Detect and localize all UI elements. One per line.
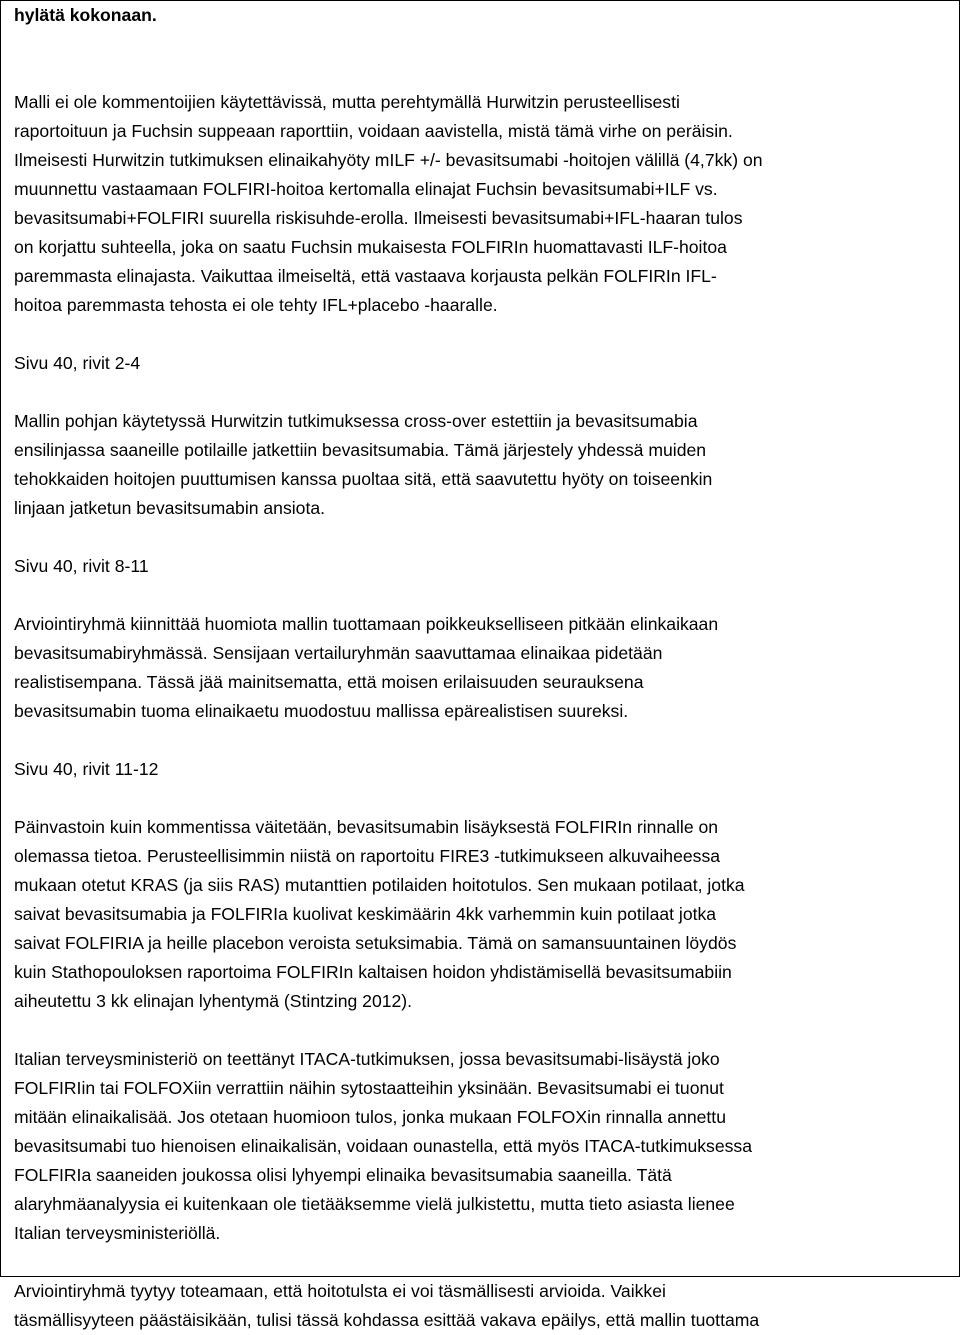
text-line: hoitoa paremmasta tehosta ei ole tehty IFL+placebo -haaralle. bbox=[14, 295, 498, 315]
section-heading-1: Sivu 40, rivit 2-4 bbox=[14, 353, 141, 373]
text-line: saivat bevasitsumabia ja FOLFIRIa kuolivat keskimäärin 4kk varhemmin kuin potilaat jotka bbox=[14, 904, 717, 924]
paragraph-hurwitz-model bbox=[14, 88, 946, 320]
spacer bbox=[14, 581, 946, 610]
text-line: alaryhmäanalyysia ei kuitenkaan ole tietääksemme vielä julkistettu, mutta tieto asiasta lienee bbox=[14, 1194, 735, 1214]
text-line: tehokkaiden hoitojen puuttumisen kanssa puoltaa sitä, että saavutettu hyöty on toiseenkin bbox=[14, 469, 713, 489]
text-line: Malli ei ole kommentoijien käytettävissä, mutta perehtymällä Hurwitzin perusteellisesti bbox=[14, 92, 680, 112]
text-line: täsmällisyyteen päästäisikään, tulisi tässä kohdassa esittää vakava epäilys, että mallin tuottama bbox=[14, 1310, 760, 1330]
paragraph-crossover bbox=[14, 407, 946, 523]
text-line: kuin Stathopouloksen raportoima FOLFIRIn kaltaisen hoidon yhdistämisellä bevasitsumabiin bbox=[14, 962, 732, 982]
text-line: Päinvastoin kuin kommentissa väitetään, bevasitsumabin lisäyksestä FOLFIRIn rinnalle on bbox=[14, 817, 719, 837]
section-heading-3: Sivu 40, rivit 11-12 bbox=[14, 759, 159, 779]
text-line: bevasitsumabiryhmässä. Sensijaan vertailuryhmän saavuttamaa elinaikaa pidetään bbox=[14, 643, 663, 663]
text-line: bevasitsumabin tuoma elinaikaetu muodostuu mallissa epärealistisen suureksi. bbox=[14, 701, 629, 721]
paragraph-itaca bbox=[14, 1045, 946, 1248]
text-line: ensilinjassa saaneille potilaille jatkettiin bevasitsumabia. Tämä järjestely yhdessä muiden bbox=[14, 440, 707, 460]
text-line: olemassa tietoa. Perusteellisimmin niistä on raportoitu FIRE3 -tutkimukseen alkuvaiheessa bbox=[14, 846, 721, 866]
spacer bbox=[14, 1016, 946, 1045]
spacer bbox=[14, 726, 946, 755]
text-line: mukaan otetut KRAS (ja siis RAS) mutanttien potilaiden hoitotulos. Sen mukaan potilaat, jotka bbox=[14, 875, 745, 895]
text-line: muunnettu vastaamaan FOLFIRI-hoitoa kertomalla elinajat Fuchsin bevasitsumabi+ILF vs. bbox=[14, 179, 718, 199]
text-line: Arviointiryhmä kiinnittää huomiota mallin tuottamaan poikkeukselliseen pitkään elinkaikaan bbox=[14, 614, 719, 634]
text-line: saivat FOLFIRIA ja heille placebon veroista setuksimabia. Tämä on samansuuntainen löydös bbox=[14, 933, 737, 953]
text-line: Mallin pohjan käytetyssä Hurwitzin tutkimuksessa cross-over estettiin ja bevasitsumabia bbox=[14, 411, 698, 431]
text-line: Arviointiryhmä tyytyy toteamaan, että hoitotulsta ei voi täsmällisesti arvioida. Vaikkei bbox=[14, 1281, 666, 1301]
spacer bbox=[14, 378, 946, 407]
text-line: paremmasta elinajasta. Vaikuttaa ilmeiseltä, että vastaava korjausta pelkän FOLFIRIn IFL- bbox=[14, 266, 717, 286]
text-line: FOLFIRIa saaneiden joukossa olisi lyhyempi elinaika bevasitsumabia saaneilla. Tätä bbox=[14, 1165, 672, 1185]
paragraph-conclusion bbox=[14, 1277, 946, 1335]
text-line: Italian terveysministeriöllä. bbox=[14, 1223, 221, 1243]
spacer bbox=[14, 784, 946, 813]
text-line: Italian terveysministeriö on teettänyt ITACA-tutkimuksen, jossa bevasitsumabi-lisäystä joko bbox=[14, 1049, 720, 1069]
text-line: on korjattu suhteella, joka on saatu Fuchsin mukaisesta FOLFIRIn huomattavasti ILF-hoitoa bbox=[14, 237, 727, 257]
spacer bbox=[14, 523, 946, 552]
paragraph-fire3 bbox=[14, 813, 946, 1016]
text-line: bevasitsumabi tuo hienoisen elinaikalisän, voidaan ounastella, että myös ITACA-tutkimuksessa bbox=[14, 1136, 753, 1156]
text-line: FOLFIRIin tai FOLFOXiin verrattiin näihin sytostaatteihin yksinään. Bevasitsumabi ei tuonut bbox=[14, 1078, 724, 1098]
text-line: mitään elinaikalisää. Jos otetaan huomioon tulos, jonka mukaan FOLFOXin rinnalla annettu bbox=[14, 1107, 726, 1127]
text-line: raportoituun ja Fuchsin suppeaan raporttiin, voidaan aavistella, mistä tämä virhe on peräisin. bbox=[14, 121, 733, 141]
text-line: Ilmeisesti Hurwitzin tutkimuksen elinaikahyöty mILF +/- bevasitsumabi -hoitojen välillä (4,7kk) on bbox=[14, 150, 763, 170]
text-line: aiheutettu 3 kk elinajan lyhentymä (Stintzing 2012). bbox=[14, 991, 413, 1011]
top-fragment: hylätä kokonaan. bbox=[14, 5, 157, 25]
spacer bbox=[14, 320, 946, 349]
spacer bbox=[14, 1248, 946, 1277]
paragraph-survival bbox=[14, 610, 946, 726]
section-heading-2: Sivu 40, rivit 8-11 bbox=[14, 556, 149, 576]
document-body bbox=[14, 1, 946, 1335]
text-line: linjaan jatketun bevasitsumabin ansiota. bbox=[14, 498, 326, 518]
text-line: bevasitsumabi+FOLFIRI suurella riskisuhde-erolla. Ilmeisesti bevasitsumabi+IFL-haaran tulos bbox=[14, 208, 743, 228]
text-line: realistisempana. Tässä jää mainitsematta, että moisen erilaisuuden seurauksena bbox=[14, 672, 644, 692]
spacer bbox=[14, 30, 946, 88]
